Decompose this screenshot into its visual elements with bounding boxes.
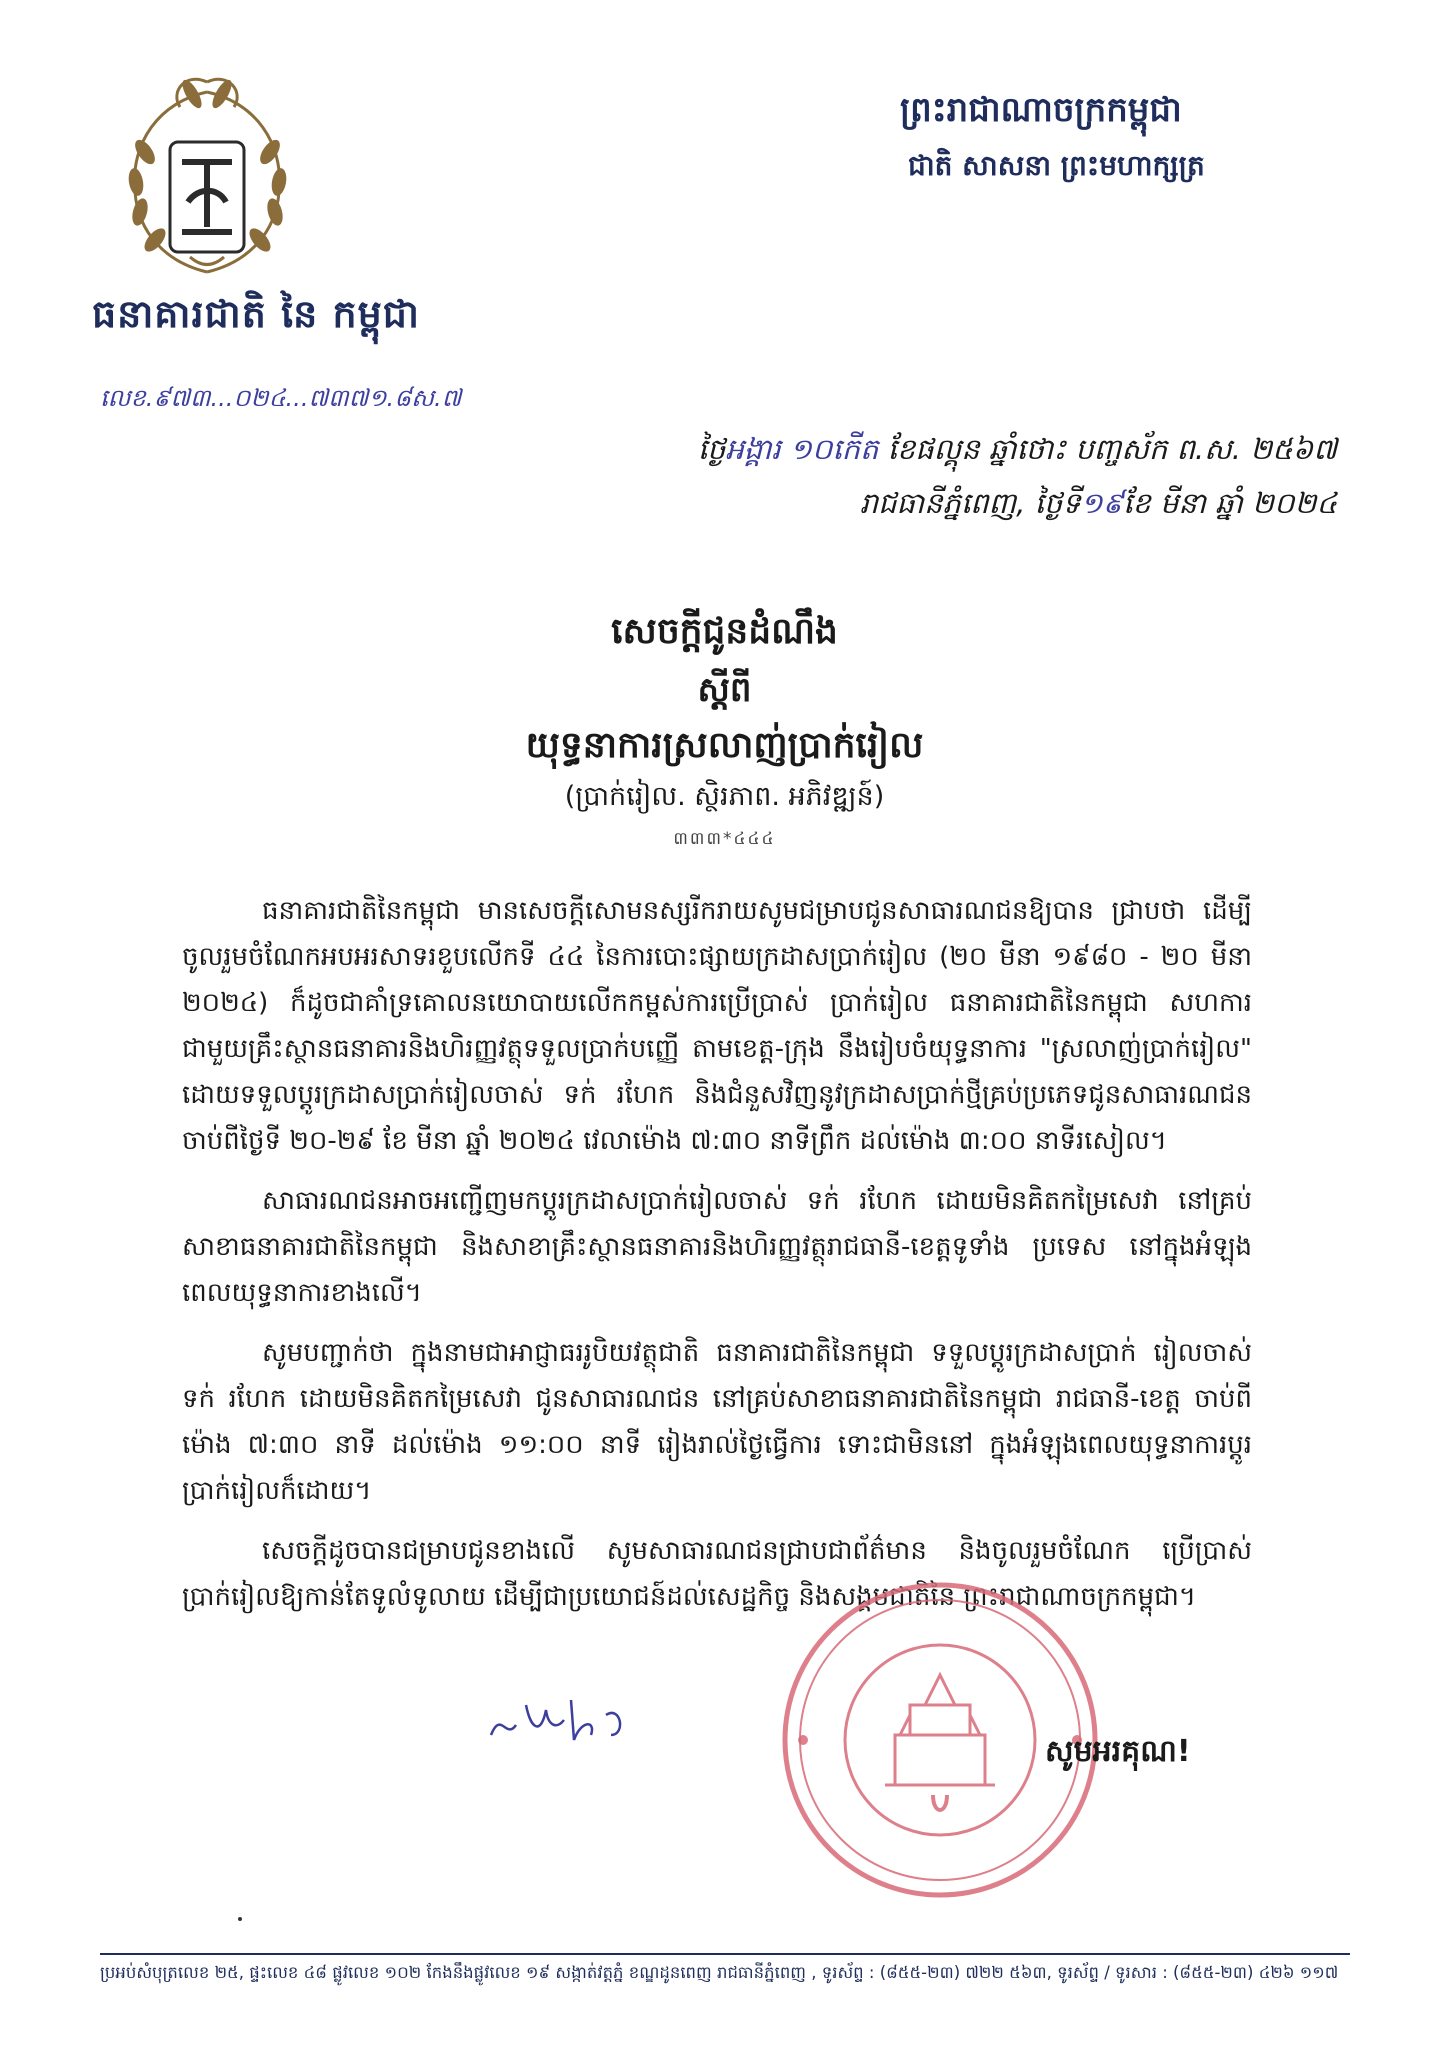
stray-mark [238,1917,242,1921]
paragraph-3: សូមបញ្ជាក់ថា ក្នុងនាមជាអាជ្ញាធររូបិយវត្ថុជាតិ ធនាគារជាតិនៃកម្ពុជា ទទួលប្តូរក្រដាសប្រាក់ រៀលចាស់ ទក់ រហែក ដោយមិនគិតកម្រៃសេវា ជូនសាធារណជន នៅគ្រប់សាខាធនាគារជាតិនៃកម្ពុជា រាជធានី-ខេត្ត ចាប់ពីម៉ោង ៧:៣០ នាទី ដល់ម៉ោង ១១:០០ នាទី រៀងរាល់ថ្ងៃធ្វើការ ទោះជាមិននៅ ក្នុងអំឡុងពេលយុទ្ធនាការប្តូរប្រាក់រៀលក៏ដោយ។ [182,1338,1252,1506]
lunar-date-handwritten: អង្គារ ១០កើត [725,432,879,466]
title-ornament: ៣៣៣*៤៤៤ [673,829,776,849]
bank-name: ធនាគារជាតិ នៃ កម្ពុជា [92,292,420,336]
paragraph-4: សេចក្តីដូចបានជម្រាបជូនខាងលើ សូមសាធារណជនជ្រាបជាព័ត៌មាន និងចូលរួមចំណែក ប្រើប្រាស់ប្រាក់រៀលឱ្យកាន់តែទូលំទូលាយ ដើម្បីជាប្រយោជន៍ដល់សេដ្ឋកិច្ច និងសង្គមជាតិនៃ ព្រះរាជាណាចក្រកម្ពុជា។ [182,1536,1252,1612]
campaign-subtitle: (ប្រាក់រៀល. ស្ថិរភាព. អភិវឌ្ឍន៍) [564,781,885,812]
closing-thanks: សូមអរគុណ! [1045,1734,1191,1769]
national-motto: ជាតិ សាសនា ព្រះមហាក្សត្រ [908,149,1205,182]
notice-body [182,888,1252,1634]
lunar-date-rest: ខែផល្គុន ឆ្នាំថោះ បញ្ចស័ក ព.ស. ២៥៦៧ [878,432,1337,466]
bank-emblem-icon [100,72,315,287]
solar-date-rest: ខែ មីនា ឆ្នាំ ២០២៤ [1123,486,1337,520]
kingdom-title: ព្រះរាជាណាចក្រកម្ពុជា [900,90,1182,130]
lunar-date-prefix: ថ្ងៃ [697,432,726,466]
solar-date [860,486,1337,528]
footer-divider [100,1953,1350,1955]
footer-address: ប្រអប់សំបុត្រលេខ ២៥, ផ្ទះលេខ ៤៨ ផ្លូវលេខ ១០២ កែងនឹងផ្លូវលេខ ១៩ សង្កាត់វត្តភ្នំ ខណ្ឌដូនពេញ រាជធានីភ្នំពេញ , ទូរស័ព្ទ : (៨៥៥-២៣) ៧២២ ៥៦៣, ទូរស័ព្ទ / ទូរសារ : (៨៥៥-២៣) ៤២៦ ១១៧ [100,1963,1339,1982]
paragraph-1: ធនាគារជាតិនៃកម្ពុជា មានសេចក្តីសោមនស្សរីករាយសូមជម្រាបជូនសាធារណជនឱ្យបាន ជ្រាបថា ដើម្បីចូលរួមចំណែកអបអរសាទរខួបលើកទី ៤៤ នៃការបោះផ្សាយក្រដាសប្រាក់រៀល (២០ មីនា ១៩៨០ - ២០ មីនា ២០២៤) ក៏ដូចជាគាំទ្រគោលនយោបាយលើកកម្ពស់ការប្រើប្រាស់ ប្រាក់រៀល ធនាគារជាតិនៃកម្ពុជា សហការជាមួយគ្រឹះស្ថានធនាគារនិងហិរញ្ញវត្ថុទទួលប្រាក់បញ្ញើ តាមខេត្ត-ក្រុង នឹងរៀបចំយុទ្ធនាការ "ស្រលាញ់ប្រាក់រៀល" ដោយទទួលប្តូរក្រដាសប្រាក់រៀលចាស់ ទក់ រហែក និងជំនួសវិញនូវក្រដាសប្រាក់ថ្មីគ្រប់ប្រភេទជូនសាធារណជន ចាប់ពីថ្ងៃទី ២០-២៩ ខែ មីនា ឆ្នាំ ២០២៤ វេលាម៉ោង ៧:៣០ នាទីព្រឹក ដល់ម៉ោង ៣:០០ នាទីរសៀល។ [182,896,1252,1156]
notice-title: សេចក្តីជូនដំណឹង [611,611,838,652]
lunar-date [698,432,1337,474]
paragraph-2: សាធារណជនអាចអញ្ជើញមកប្តូរក្រដាសប្រាក់រៀលចាស់ ទក់ រហែក ដោយមិនគិតកម្រៃសេវា នៅគ្រប់សាខាធនាគារជាតិនៃកម្ពុជា និងសាខាគ្រឹះស្ថានធនាគារនិងហិរញ្ញវត្ថុរាជធានី-ខេត្តទូទាំង ប្រទេស នៅក្នុងអំឡុងពេលយុទ្ធនាការខាងលើ។ [182,1186,1252,1308]
signature-icon [486,1690,646,1750]
campaign-title: យុទ្ធនាការស្រលាញ់ប្រាក់រៀល [525,725,924,766]
reference-number: លេខ.៩៧៣...០២៤...៧៣៧១.៨ស.៧ [100,384,462,412]
solar-date-handwritten: ១៩ [1080,486,1124,520]
solar-date-prefix: រាជធានីភ្នំពេញ, ថ្ងៃទី [859,486,1081,520]
notice-regarding: ស្តីពី [697,670,752,710]
